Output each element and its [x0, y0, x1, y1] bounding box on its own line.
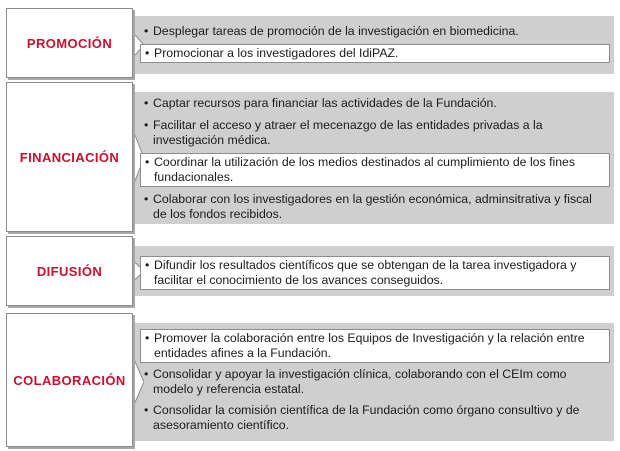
bullet-icon: • — [145, 331, 150, 345]
item-text: Captar recursos para financiar las actividades de la Fundación. — [153, 96, 497, 110]
list-item — [140, 153, 610, 187]
category-label: PROMOCIÓN — [26, 35, 113, 51]
bullet-icon: • — [145, 258, 150, 272]
list-item — [140, 191, 610, 223]
item-text: Consolidar la comisión científica de la Fundación como órgano consultivo y de asesoramiento científico. — [153, 403, 580, 432]
item-text: Coordinar la utilización de los medios destinados al cumplimiento de los fines fundacionales. — [154, 155, 576, 184]
item-text: Consolidar y apoyar la investigación clínica, colaborando con el CEIm como modelo y referencia estatal. — [153, 367, 567, 396]
bullet-icon: • — [144, 118, 149, 132]
bullet-icon: • — [144, 96, 149, 110]
list-item — [140, 23, 610, 40]
category-label: COLABORACIÓN — [13, 372, 126, 388]
list-item — [140, 366, 610, 398]
section-colaboracion — [0, 313, 620, 449]
item-text: Desplegar tareas de promoción de la investigación en biomedicina. — [153, 24, 519, 38]
item-text: Colaborar con los investigadores en la gestión económica, adminsitrativa y fiscal de los fondos recibidos. — [153, 192, 592, 221]
list-item — [140, 256, 610, 290]
item-text: Facilitar el acceso y atraer el mecenazgo de las entidades privadas a la investigación médica. — [153, 118, 543, 147]
item-text: Promocionar a los investigadores del IdiPAZ. — [154, 46, 399, 60]
bullet-icon: • — [144, 192, 149, 206]
category-label: DIFUSIÓN — [36, 263, 103, 279]
list-item — [140, 44, 610, 63]
section-financiacion — [0, 82, 620, 232]
category-box — [6, 236, 133, 306]
bullet-icon: • — [144, 403, 149, 417]
category-box — [6, 82, 133, 232]
category-label: FINANCIACIÓN — [19, 149, 120, 165]
category-box — [6, 313, 133, 447]
section-promocion — [0, 8, 620, 80]
section-difusion — [0, 236, 620, 306]
bullet-icon: • — [145, 46, 150, 60]
list-item — [140, 402, 610, 434]
list-item — [140, 117, 610, 149]
list-item — [140, 329, 610, 363]
category-box — [6, 8, 133, 78]
list-item — [140, 95, 610, 112]
bullet-icon: • — [144, 367, 149, 381]
item-text: Promover la colaboración entre los Equipos de Investigación y la relación entre entidades afines a la Fundación. — [154, 331, 585, 360]
bullet-icon: • — [145, 155, 150, 169]
item-text: Difundir los resultados científicos que se obtengan de la tarea investigadora y facilitar el conocimiento de los avances conseguidos. — [154, 258, 577, 287]
bullet-icon: • — [144, 24, 149, 38]
